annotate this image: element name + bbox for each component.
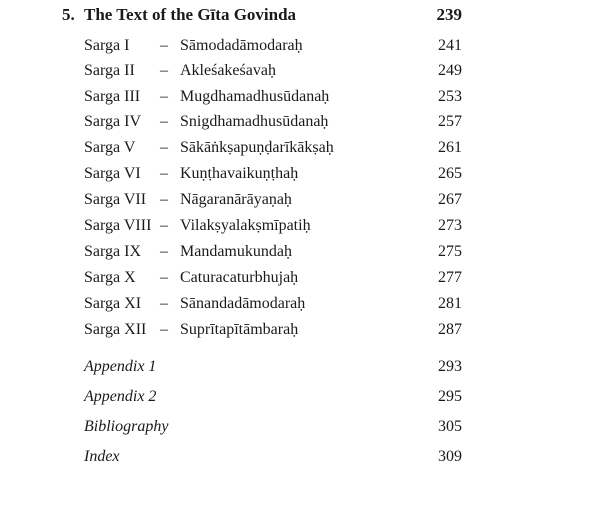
separator-dash: – <box>160 243 168 260</box>
appendix-label: Appendix 2 <box>84 388 157 405</box>
page-number: 281 <box>438 295 462 312</box>
sarga-label: Sarga V <box>84 139 136 156</box>
separator-dash: – <box>160 113 168 130</box>
appendix-label: Appendix 1 <box>84 358 157 375</box>
page-number: 257 <box>438 113 462 130</box>
page-number: 273 <box>438 217 462 234</box>
sarga-title: Suprītapītāmbaraḥ <box>180 321 299 338</box>
sarga-title: Vilakṣyalakṣmīpatiḥ <box>180 217 311 234</box>
toc-entry-sarga-12 <box>0 321 600 341</box>
toc-entry-sarga-8 <box>0 217 600 237</box>
sarga-title: Akleśakeśavaḥ <box>180 62 276 79</box>
page-number: 261 <box>438 139 462 156</box>
toc-entry-index <box>0 448 600 468</box>
toc-entry-sarga-3 <box>0 88 600 108</box>
toc-entry-appendix-1 <box>0 358 600 378</box>
separator-dash: – <box>160 217 168 234</box>
separator-dash: – <box>160 139 168 156</box>
sarga-title: Nāgaranārāyaṇaḥ <box>180 191 292 208</box>
toc-entry-sarga-5 <box>0 139 600 159</box>
sarga-label: Sarga X <box>84 269 136 286</box>
sarga-title: Kuṇṭhavaikuṇṭhaḥ <box>180 165 299 182</box>
sarga-label: Sarga I <box>84 37 130 54</box>
separator-dash: – <box>160 269 168 286</box>
bibliography-label: Bibliography <box>84 418 169 435</box>
page-number: 309 <box>438 448 462 465</box>
sarga-label: Sarga IV <box>84 113 142 130</box>
toc-entry-sarga-9 <box>0 243 600 263</box>
sarga-title: Caturacaturbhujaḥ <box>180 269 299 286</box>
page-number: 293 <box>438 358 462 375</box>
toc-entry-sarga-4 <box>0 113 600 133</box>
toc-entry-sarga-6 <box>0 165 600 185</box>
sarga-label: Sarga IX <box>84 243 142 260</box>
sarga-label: Sarga XII <box>84 321 147 338</box>
separator-dash: – <box>160 88 168 105</box>
sarga-label: Sarga III <box>84 88 141 105</box>
page-number: 275 <box>438 243 462 260</box>
sarga-title: Sāmodadāmodaraḥ <box>180 37 303 54</box>
toc-entry-sarga-2 <box>0 62 600 82</box>
sarga-label: Sarga VIII <box>84 217 152 234</box>
page-number: 305 <box>438 418 462 435</box>
page-number: 267 <box>438 191 462 208</box>
page-number: 287 <box>438 321 462 338</box>
separator-dash: – <box>160 165 168 182</box>
sarga-label: Sarga XI <box>84 295 142 312</box>
page-number: 249 <box>438 62 462 79</box>
chapter-number: 5. <box>62 5 75 24</box>
chapter-title: The Text of the Gīta Govinda <box>84 5 297 24</box>
separator-dash: – <box>160 37 168 54</box>
sarga-title: Mugdhamadhusūdanaḥ <box>180 88 330 105</box>
sarga-label: Sarga VII <box>84 191 147 208</box>
toc-entry-bibliography <box>0 418 600 438</box>
page-number: 277 <box>438 269 462 286</box>
sarga-label: Sarga VI <box>84 165 141 182</box>
index-label: Index <box>84 448 120 465</box>
toc-entry-sarga-11 <box>0 295 600 315</box>
sarga-title: Mandamukundaḥ <box>180 243 292 260</box>
toc-entry-appendix-2 <box>0 388 600 408</box>
separator-dash: – <box>160 321 168 338</box>
chapter-heading <box>0 5 600 27</box>
sarga-title: Sānandadāmodaraḥ <box>180 295 306 312</box>
sarga-title: Snigdhamadhusūdanaḥ <box>180 113 329 130</box>
page-number: 253 <box>438 88 462 105</box>
page-number: 241 <box>438 37 462 54</box>
toc-entry-sarga-10 <box>0 269 600 289</box>
sarga-title: Sākāṅkṣapuṇḍarīkākṣaḥ <box>180 139 334 156</box>
page-number: 265 <box>438 165 462 182</box>
page-number: 295 <box>438 388 462 405</box>
separator-dash: – <box>160 295 168 312</box>
chapter-page-number: 239 <box>436 5 462 24</box>
toc-entry-sarga-7 <box>0 191 600 211</box>
sarga-label: Sarga II <box>84 62 135 79</box>
separator-dash: – <box>160 62 168 79</box>
toc-entry-sarga-1 <box>0 37 600 57</box>
separator-dash: – <box>160 191 168 208</box>
